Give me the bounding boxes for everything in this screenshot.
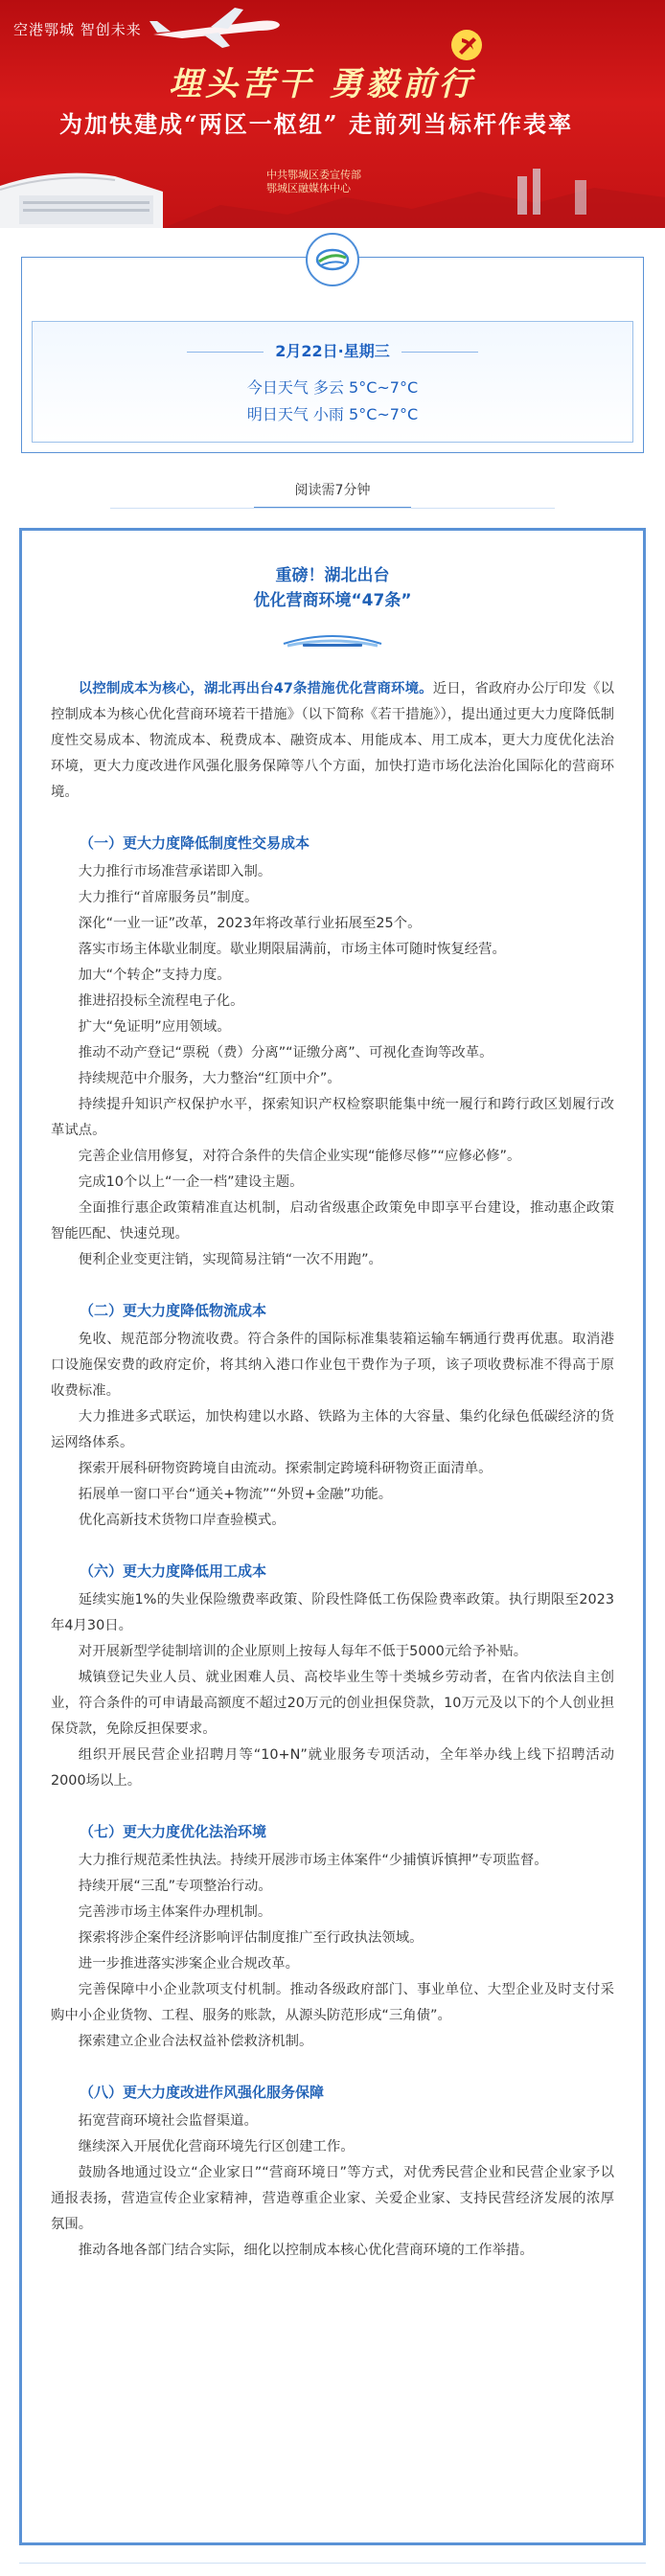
party-emblem-icon — [450, 29, 483, 61]
section-paragraph: 拓展单一窗口平台“通关+物流”“外贸+金融”功能。 — [78, 1487, 393, 1502]
banner-title-line1: 埋头苦干 勇毅前行 — [169, 65, 475, 103]
section-paragraph: 大力推行规范柔性执法。持续开展涉市场主体案件“少捕慎诉慎押”专项监督。 — [78, 1853, 548, 1868]
section-paragraph: 对开展新型学徒制培训的企业原则上按每人每年不低于5000元给予补贴。 — [78, 1644, 528, 1659]
section-paragraph: 探索建立企业合法权益补偿救济机制。 — [78, 2034, 313, 2049]
banner-slogan: 空港鄂城 智创未来 — [13, 21, 142, 38]
section-paragraph: 推进招投标全流程电子化。 — [78, 993, 244, 1009]
section-paragraph: 优化高新技术货物口岸查验模式。 — [78, 1513, 286, 1528]
article-frame — [19, 528, 646, 2545]
section-heading: （七）更大力度优化法治环境 — [80, 1823, 267, 1840]
weather-card — [21, 257, 644, 453]
section-paragraph: 便利企业变更注销，实现简易注销“一次不用跑”。 — [78, 1252, 382, 1267]
weather-today: 今日天气 多云 5°C~7°C — [246, 378, 419, 397]
section-paragraph: 加大“个转企”支持力度。 — [78, 968, 231, 983]
header-banner — [0, 0, 665, 228]
article-headline — [51, 563, 614, 613]
section-paragraph: 持续开展“三乱”专项整治行动。 — [78, 1879, 272, 1894]
airplane-icon — [144, 6, 287, 54]
section-paragraph: 持续规范中介服务，大力整治“红顶中介”。 — [78, 1071, 341, 1086]
section-paragraph: 扩大“免证明”应用领域。 — [78, 1019, 231, 1035]
section-paragraph: 全面推行惠企政策精准直达机制，启动省级惠企政策免申即享平台建设，推动惠企政策智能匹配、快速兑现。 — [51, 1200, 614, 1242]
section-paragraph: 大力推行市场准营承诺即入制。 — [78, 864, 272, 879]
headline-line1: 重磅！湖北出台 — [275, 566, 390, 585]
article-sections — [51, 831, 614, 2264]
section-paragraph: 落实市场主体歇业制度。歇业期限届满前，市场主体可随时恢复经营。 — [78, 942, 506, 957]
section-paragraph: 完成10个以上“一企一档”建设主题。 — [78, 1174, 304, 1190]
section-heading: （八）更大力度改进作风强化服务保障 — [80, 2084, 325, 2101]
section-paragraph: 免收、规范部分物流收费。符合条件的国际标准集装箱运输车辆通行费再优惠。取消港口设施保安费的政府定价，将其纳入港口作业包干费作为子项，该子项收费标准不得高于原收费标准。 — [51, 1332, 614, 1399]
section-heading: （二）更大力度降低物流成本 — [80, 1302, 267, 1319]
section-paragraph: 大力推进多式联运，加快构建以水路、铁路为主体的大容量、集约化绿色低碳经济的货运网络体系。 — [51, 1409, 614, 1450]
media-logo-icon — [306, 233, 359, 286]
section-paragraph: 城镇登记失业人员、就业困难人员、高校毕业生等十类城乡劳动者，在省内依法自主创业，符合条件的可申请最高额度不超过20万元的创业担保贷款，10万元及以下的个人创业担保贷款，免除反担保要求。 — [51, 1670, 614, 1737]
section-paragraph: 完善保障中小企业款项支付机制。推动各级政府部门、事业单位、大型企业及时支付采购中小企业货物、工程、服务的账款，从源头防范形成“三角债”。 — [51, 1982, 614, 2023]
headline-line2: 优化营商环境“47条” — [253, 591, 412, 610]
bottom-divider — [19, 2563, 646, 2576]
intro-text: 近日，省政府办公厅印发《以控制成本为核心优化营商环境若干措施》（以下简称《若干措施》），提出通过更大力度降低制度性交易成本、物流成本、税费成本、融资成本、用能成本、用工成本，更大力度优化法治环境，更大力度改进作风强化服务保障等八个方面，加快打造市场化法治化国际化的营商环境。 — [51, 681, 614, 800]
section-paragraph: 推动各地各部门结合实际，细化以控制成本核心优化营商环境的工作举措。 — [78, 2243, 534, 2258]
section-paragraph: 持续提升知识产权保护水平，探索知识产权检察职能集中统一履行和跨行政区划履行改革试点。 — [51, 1097, 614, 1138]
section-paragraph: 大力推行“首席服务员”制度。 — [78, 890, 259, 905]
read-time-label: 阅读需7分钟 — [254, 474, 411, 509]
headline-divider-ornament — [280, 632, 385, 651]
weather-date: 2月22日·星期三 — [33, 339, 632, 361]
section-paragraph: 深化“一业一证”改革，2023年将改革行业拓展至25个。 — [78, 916, 422, 931]
intro-bold: 以控制成本为核心，湖北再出台47条措施优化营商环境。 — [78, 681, 433, 696]
section-paragraph: 完善涉市场主体案件办理机制。 — [78, 1904, 272, 1920]
banner-title-line2: 为加快建成“两区一枢纽” 走前列当标杆作表率 — [59, 110, 573, 138]
article-intro — [51, 676, 614, 806]
section-paragraph: 组织开展民营企业招聘月等“10+N”就业服务专项活动，全年举办线上线下招聘活动2000场以上。 — [51, 1747, 614, 1789]
section-paragraph: 进一步推进落实涉案企业合规改革。 — [78, 1956, 300, 1972]
section-heading: （六）更大力度降低用工成本 — [80, 1562, 267, 1580]
section-paragraph: 拓宽营商环境社会监督渠道。 — [78, 2113, 258, 2129]
section-paragraph: 探索开展科研物资跨境自由流动。探索制定跨境科研物资正面清单。 — [78, 1461, 493, 1476]
org-line1: 中共鄂城区委宣传部 — [266, 169, 361, 181]
weather-inner-box — [32, 321, 633, 443]
org-line2: 鄂城区融媒体中心 — [266, 182, 351, 194]
weather-tomorrow: 明日天气 小雨 5°C~7°C — [246, 405, 419, 423]
section-paragraph: 鼓励各地通过设立“企业家日”“营商环境日”等方式，对优秀民营企业和民营企业家予以通报表扬，营造宣传企业家精神，营造尊重企业家、关爱企业家、支持民营经济发展的浓厚氛围。 — [51, 2165, 614, 2232]
section-heading: （一）更大力度降低制度性交易成本 — [80, 834, 310, 852]
section-paragraph: 延续实施1%的失业保险缴费率政策、阶段性降低工伤保险费率政策。执行期限至2023年4月30日。 — [51, 1592, 614, 1633]
section-paragraph: 继续深入开展优化营商环境先行区创建工作。 — [78, 2139, 355, 2154]
banner-organization — [266, 169, 361, 195]
section-paragraph: 推动不动产登记“票税（费）分离”“证缴分离”、可视化查询等改革。 — [78, 1045, 493, 1060]
section-paragraph: 完善企业信用修复，对符合条件的失信企业实现“能修尽修”“应修必修”。 — [78, 1149, 521, 1164]
section-paragraph: 探索将涉企案件经济影响评估制度推广至行政执法领域。 — [78, 1930, 424, 1946]
